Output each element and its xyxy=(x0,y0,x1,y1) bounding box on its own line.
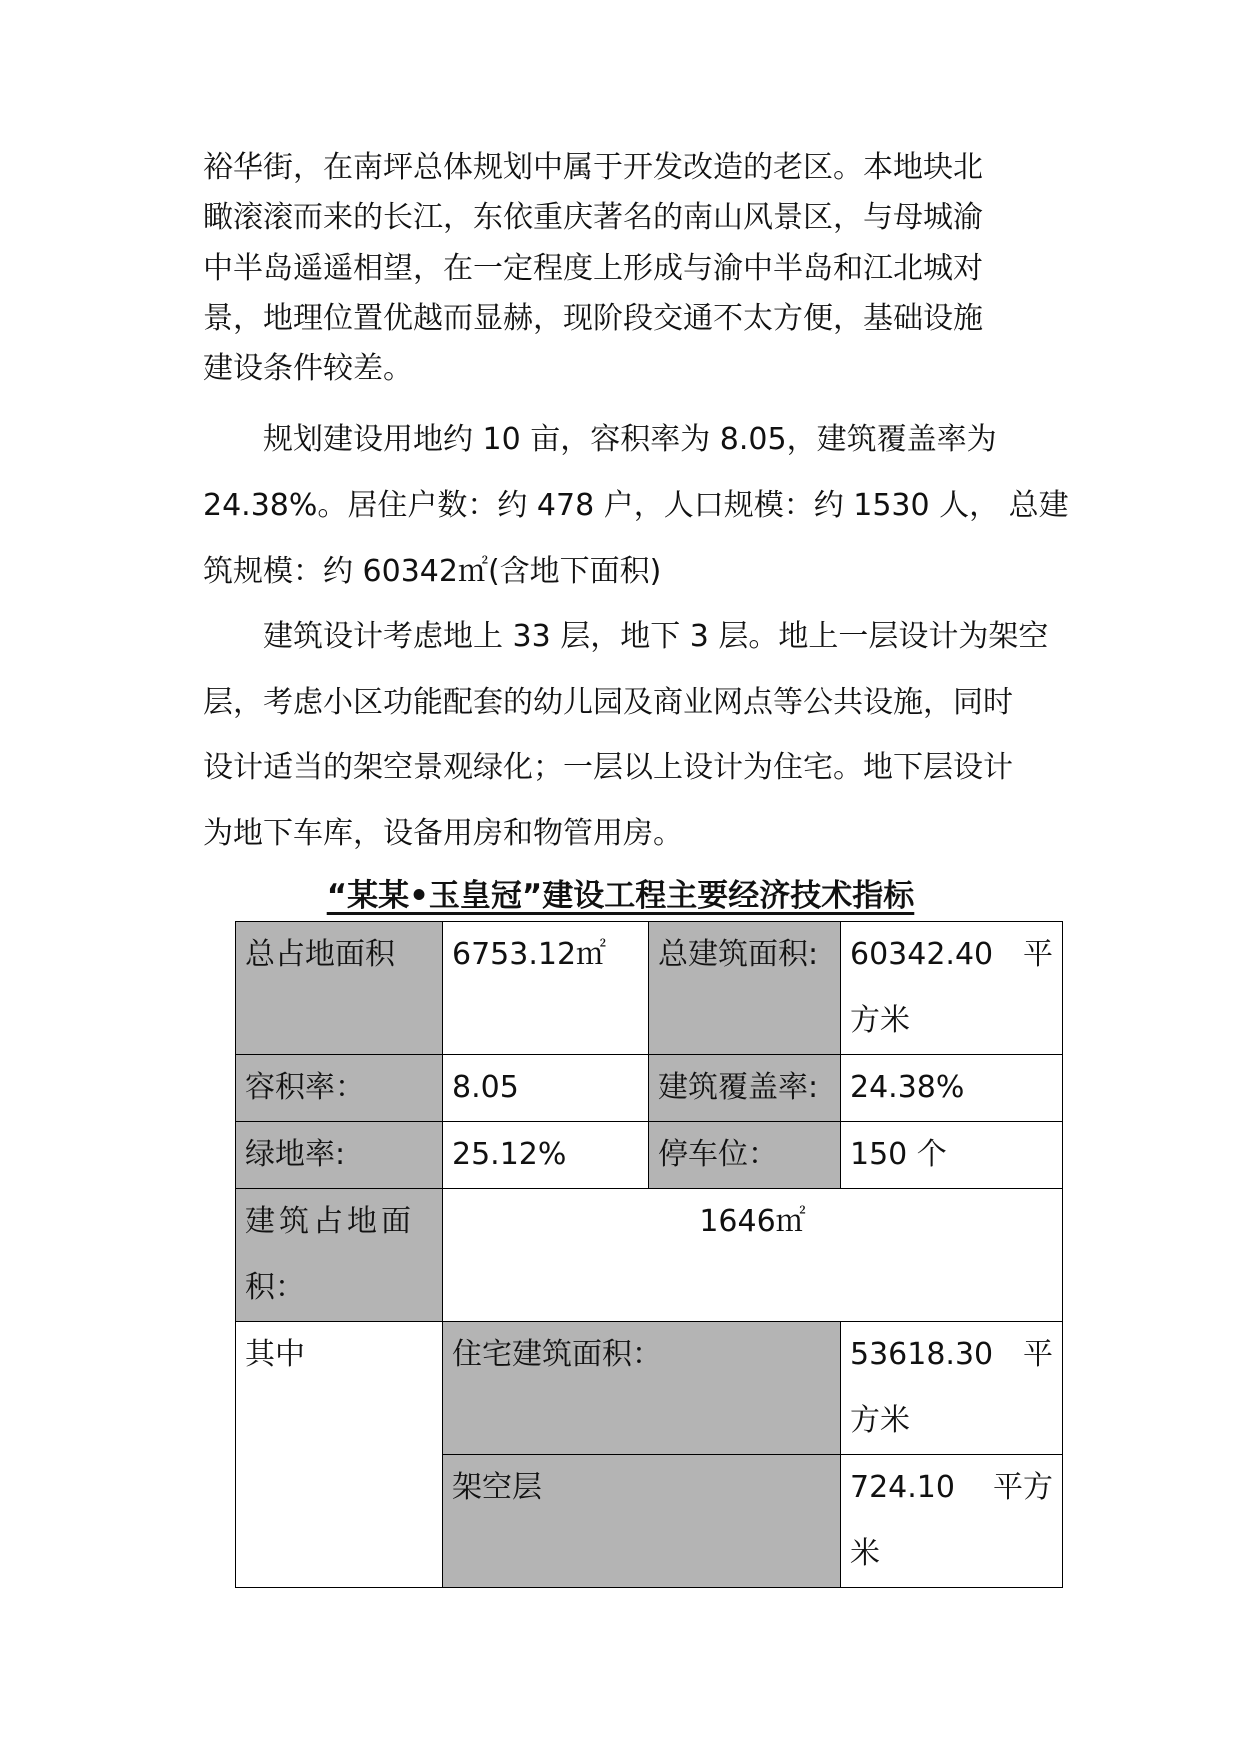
label-cell: 容积率： xyxy=(236,1055,443,1122)
label-cell: 建筑占地面 积： xyxy=(236,1189,443,1322)
label-cell: 其中 xyxy=(236,1322,443,1588)
value-cell: 150 个 xyxy=(841,1122,1063,1189)
label-cell: 住宅建筑面积： xyxy=(443,1322,841,1455)
value-cell: 1646㎡ xyxy=(443,1189,1063,1322)
value-cell: 25.12% xyxy=(443,1122,649,1189)
table-row xyxy=(236,1055,1063,1122)
label-cell: 绿地率: xyxy=(236,1122,443,1189)
table-row xyxy=(236,1189,1063,1322)
table-title-text: “某某•玉皇冠”建设工程主要经济技术指标 xyxy=(326,878,915,914)
table-row xyxy=(236,1122,1063,1189)
text-line: 24.38%。居住户数：约 478 户，人口规模：约 1530 人， 总建 xyxy=(203,488,1069,523)
value-cell: 724.10 平方 米 xyxy=(841,1455,1063,1588)
text-line: 层，考虑小区功能配套的幼儿园及商业网点等公共设施，同时 xyxy=(203,685,1013,720)
table-row xyxy=(236,1322,1063,1455)
text-line: 为地下车库，设备用房和物管用房。 xyxy=(203,816,683,851)
label-cell: 架空层 xyxy=(443,1455,841,1588)
text-line: 筑规模：约 60342㎡(含地下面积) xyxy=(203,554,662,589)
text-line: 裕华街，在南坪总体规划中属于开发改造的老区。本地块北 xyxy=(203,150,983,185)
text-line: 瞰滚滚而来的长江，东依重庆著名的南山风景区，与母城渝 xyxy=(203,200,983,235)
table-row xyxy=(236,922,1063,1055)
value-cell: 60342.40 平 方米 xyxy=(841,922,1063,1055)
label-cell: 停车位： xyxy=(649,1122,841,1189)
value-cell: 8.05 xyxy=(443,1055,649,1122)
value-cell: 6753.12㎡ xyxy=(443,922,649,1055)
label-cell: 建筑覆盖率: xyxy=(649,1055,841,1122)
economic-indicators-table xyxy=(235,921,1063,1588)
text-line: 中半岛遥遥相望，在一定程度上形成与渝中半岛和江北城对 xyxy=(203,251,983,286)
label-cell: 总占地面积 xyxy=(236,922,443,1055)
text-line: 景，地理位置优越而显赫，现阶段交通不太方便，基础设施 xyxy=(203,301,983,336)
text-line: 规划建设用地约 10 亩，容积率为 8.05，建筑覆盖率为 xyxy=(263,422,997,457)
label-cell: 总建筑面积: xyxy=(649,922,841,1055)
value-cell: 53618.30 平 方米 xyxy=(841,1322,1063,1455)
text-line: 设计适当的架空景观绿化；一层以上设计为住宅。地下层设计 xyxy=(203,750,1013,785)
value-cell: 24.38% xyxy=(841,1055,1063,1122)
table-title xyxy=(0,870,1241,915)
text-line: 建筑设计考虑地上 33 层，地下 3 层。地上一层设计为架空 xyxy=(263,619,1049,654)
text-line: 建设条件较差。 xyxy=(203,351,413,386)
